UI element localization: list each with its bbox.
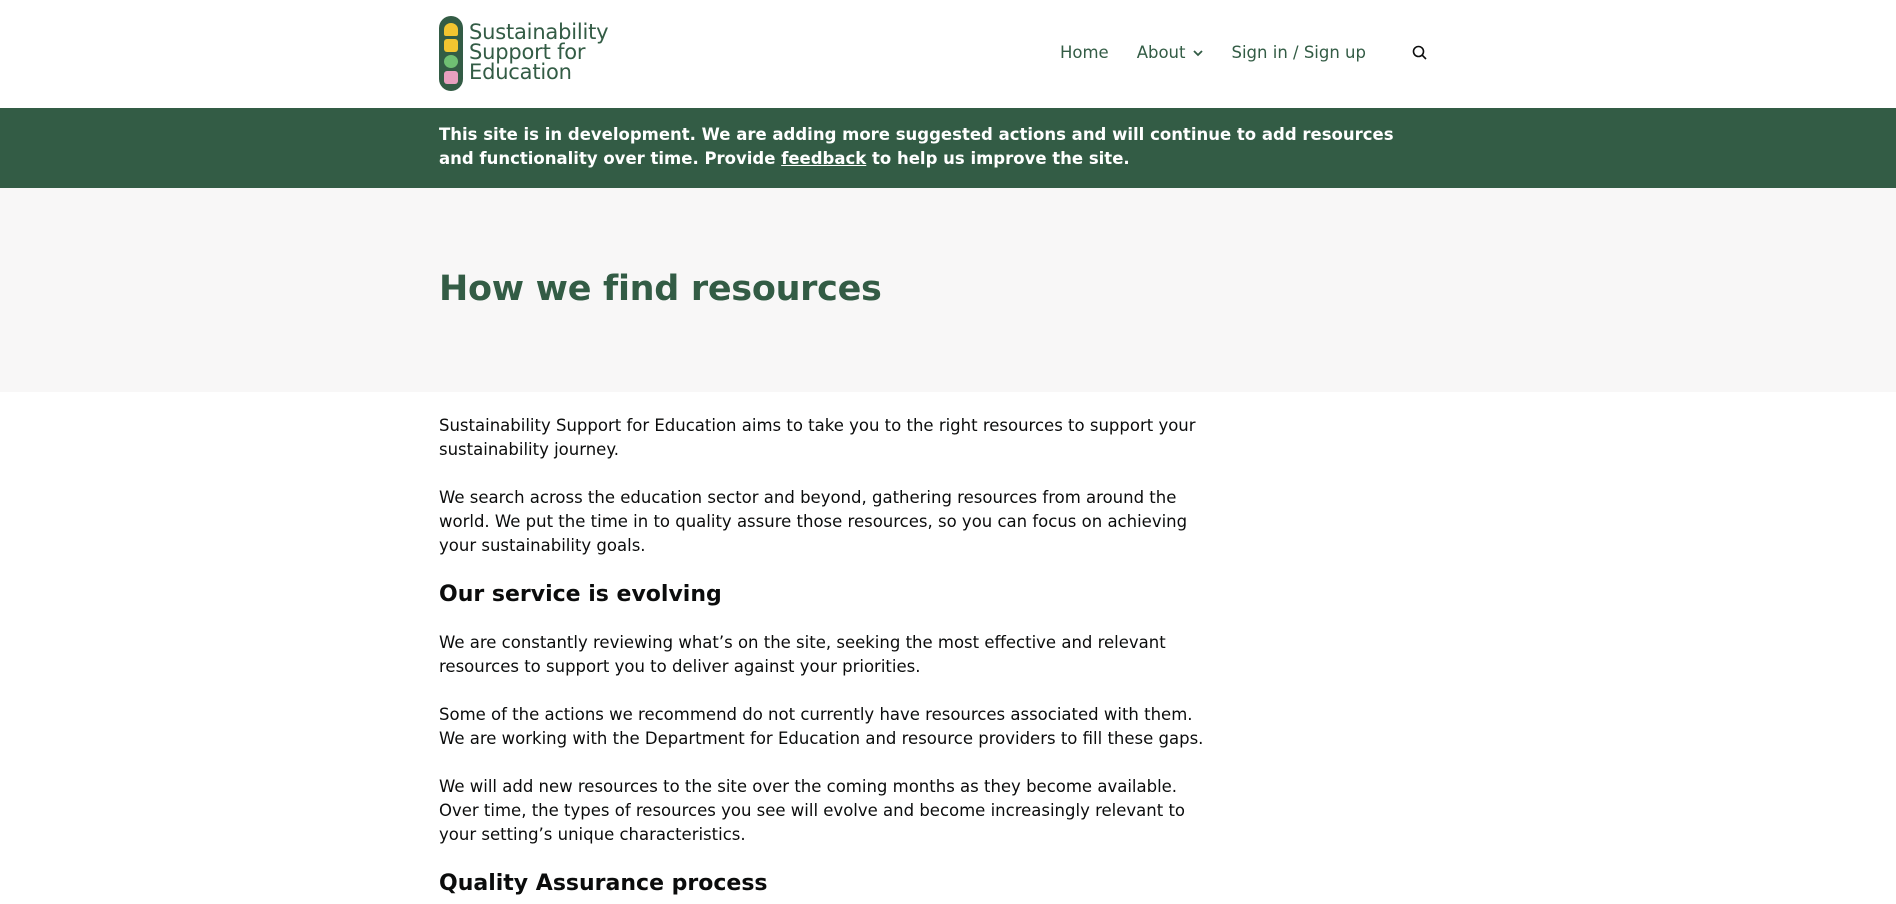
nav-about-label: About bbox=[1136, 43, 1186, 62]
actions-paragraph: Some of the actions we recommend do not currently have resources associated with them. We are working with the Department for Education and resource providers to fill these gaps. bbox=[439, 705, 1204, 748]
logo-line-2: Support for bbox=[469, 40, 586, 64]
search-paragraph: We search across the education sector and beyond, gathering resources from around the world. We put the time in to quality assure those resources, so you can focus on achieving your sustainability goals. bbox=[439, 488, 1188, 555]
search-button[interactable] bbox=[1410, 44, 1428, 62]
logo-badge-icon bbox=[439, 16, 463, 91]
new-resources-paragraph: We will add new resources to the site over the coming months as they become available. Over time, the types of resources you see will evolve and become increasingly relevant to your setting’s unique characteristics. bbox=[439, 777, 1186, 844]
development-banner bbox=[0, 108, 1896, 188]
page-title: How we find resources bbox=[439, 269, 882, 309]
logo-line-1: Sustainability bbox=[469, 20, 609, 44]
search-icon bbox=[1412, 45, 1427, 60]
nav-signin-link[interactable]: Sign in / Sign up bbox=[1231, 43, 1366, 62]
site-header bbox=[0, 0, 1896, 108]
main-nav bbox=[1060, 43, 1428, 62]
reviewing-paragraph: We are constantly reviewing what’s on the site, seeking the most effective and relevant resources to support you to deliver against your priorities. bbox=[439, 633, 1166, 676]
logo-text bbox=[469, 22, 608, 82]
nav-about-dropdown[interactable] bbox=[1137, 43, 1204, 62]
page-hero bbox=[0, 188, 1896, 392]
logo-line-3: Education bbox=[469, 60, 572, 84]
nav-home-link[interactable]: Home bbox=[1059, 43, 1109, 62]
feedback-link[interactable]: feedback bbox=[781, 149, 867, 168]
banner-text: This site is in development. We are adding more suggested actions and will continue to add resources and functionality over time. Provide feedback to help us improve the site. bbox=[439, 125, 1394, 168]
heading-service-evolving: Our service is evolving bbox=[439, 582, 722, 607]
heading-quality-assurance: Quality Assurance process bbox=[439, 871, 768, 896]
main-content bbox=[439, 392, 1429, 896]
intro-paragraph: Sustainability Support for Education aims to take you to the right resources to support your sustainability journey. bbox=[439, 416, 1196, 459]
chevron-down-icon bbox=[1192, 47, 1204, 59]
site-logo[interactable] bbox=[439, 16, 608, 91]
